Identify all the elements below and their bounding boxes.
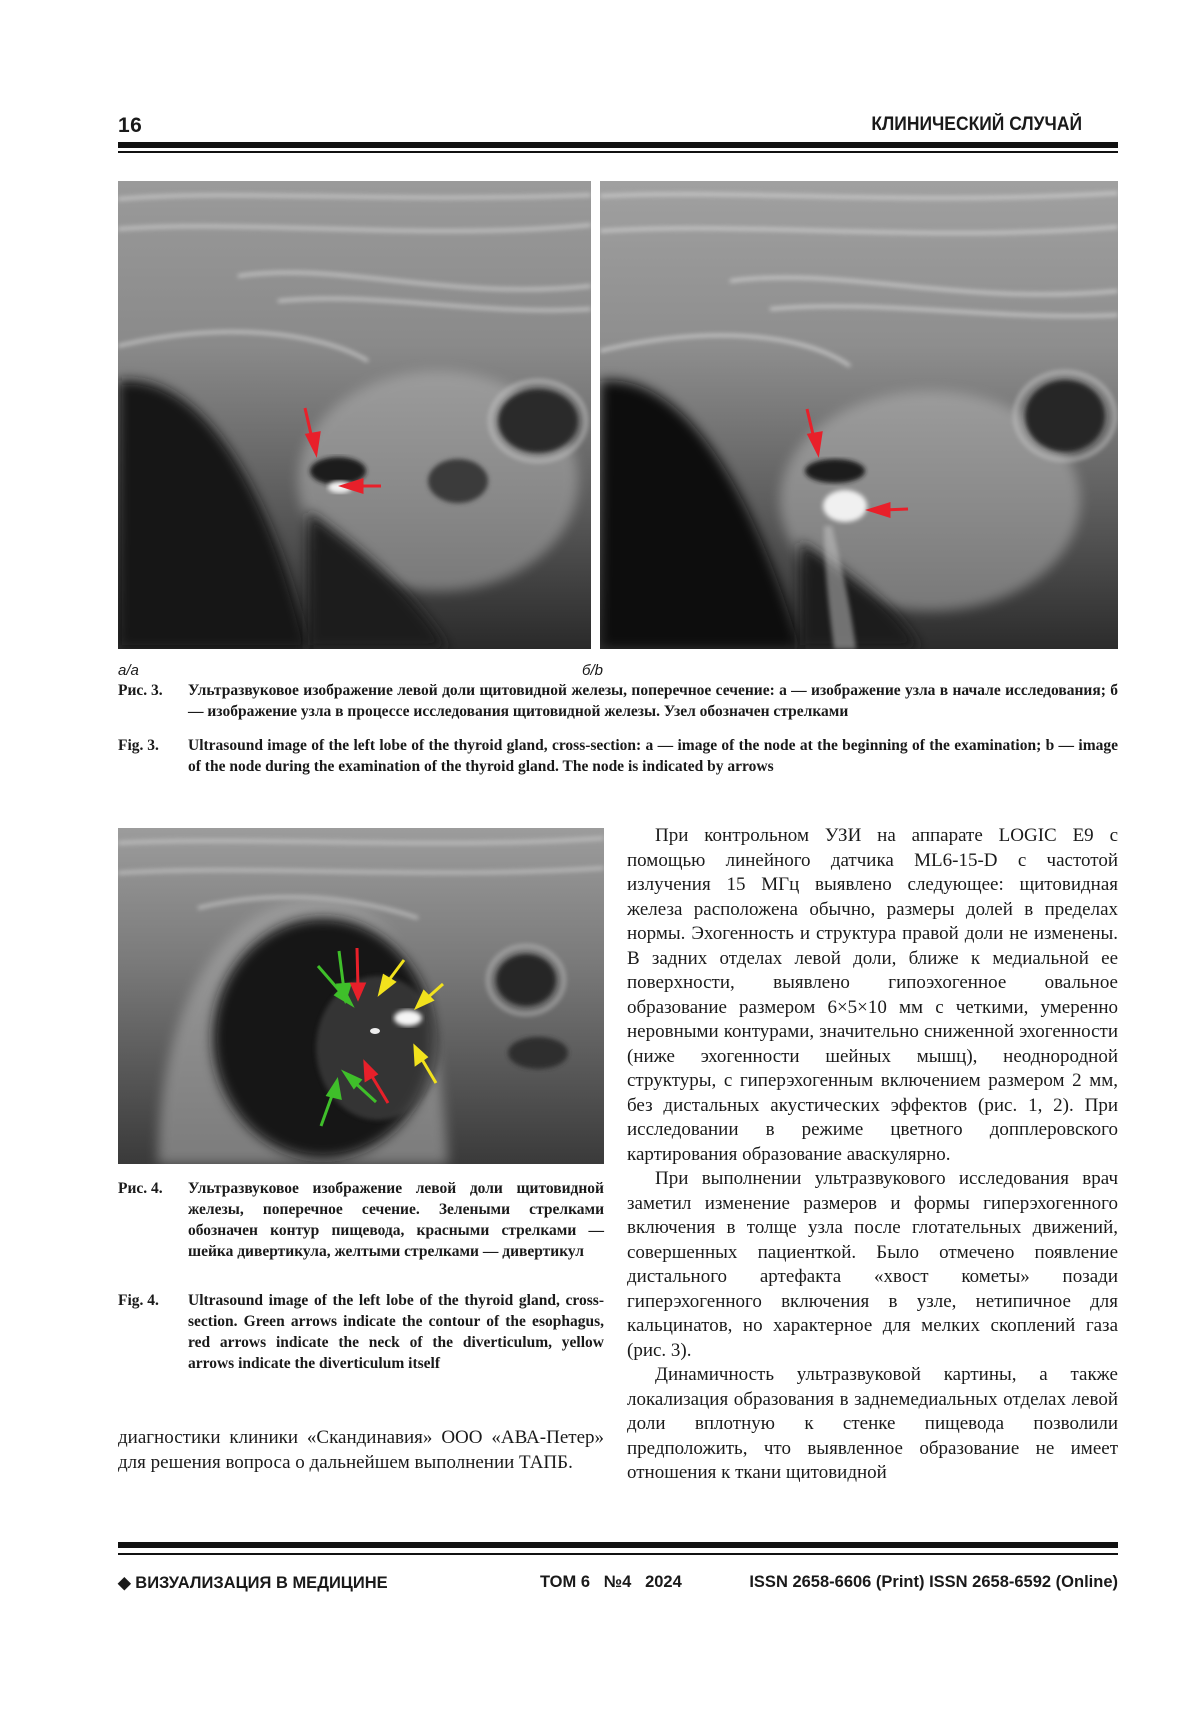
body-paragraph-2: При выполнении ультразвукового исследования врач заметил изменение размеров и формы гиперэхогенного включения в толще узла после глотательных движений, совершенных пациенткой. Было отмечено появление дистального артефакта «хвост кометы» позади гиперэхогенного включения в узле, нетипичное для кальцинатов, но характерное для мелких скоплений газа (рис. 3).	[627, 1168, 1118, 1361]
body-paragraph-3: Динамичность ультразвуковой картины, а также локализация образования в заднемедиальных отделах левой доли вплотную к стенке пищевода позволили предположить, что выявленное образование не имеет отношения к ткани щитовидной	[627, 1364, 1118, 1483]
fig3-caption-ru-text: Ультразвуковое изображение левой доли щитовидной железы, поперечное сечение: а — изображение узла в начале исследования; б — изображение узла в процессе исследования щитовидной железы. Узел обозначен стрелками	[188, 682, 1118, 720]
body-paragraph-1: При контрольном УЗИ на аппарате LOGIC E9 с помощью линейного датчика ML6-15-D с частотой излучения 15 МГц выявлено следующее: щитовидная железа расположена обычно, размеры долей в пределах нормы. Эхогенность и структура правой доли не изменены. В задних отделах левой доли, ближе к медиальной ее поверхности, выявлено гипоэхогенное овальное образование размером 6×5×10 мм с четкими, умеренно неровными контурами, значительно сниженной эхогенности (ниже эхогенности шейных мышц), неоднородной структуры, с гиперэхогенным включением размером 2 мм, без дистальных акустических эффектов (рис. 1, 2). При исследовании в режиме цветного допплеровского картирования образование аваскулярно.	[627, 825, 1118, 1165]
fig3-caption-ru-label: Рис. 3.	[118, 682, 163, 699]
left-column-text	[118, 1426, 604, 1475]
panel-label-a: а/a	[118, 662, 139, 679]
header-rule-thick	[118, 142, 1118, 148]
fig4-caption-en-text: Ultrasound image of the left lobe of the thyroid gland, cross-section. Green arrows indicate the contour of the esophagus, red arrows indicate the neck of the diverticulum, yellow arrows indicate the diverticulum itself	[188, 1292, 604, 1372]
ultrasound-image-fig3a	[118, 181, 591, 649]
ultrasound-image-fig4	[118, 828, 604, 1164]
fig3-caption-en-label: Fig. 3.	[118, 737, 159, 754]
right-column-text	[627, 824, 1118, 1486]
issue-info: ТОМ 6 №4 2024	[540, 1573, 682, 1591]
fig3-caption-en	[118, 735, 1118, 779]
fig4-caption-ru	[118, 1178, 604, 1283]
issn-info: ISSN 2658-6606 (Print) ISSN 2658-6592 (Online)	[749, 1573, 1118, 1591]
fig4-caption-ru-label: Рис. 4.	[118, 1180, 163, 1197]
fig3-caption-en-text: Ultrasound image of the left lobe of the thyroid gland, cross-section: a — image of the node at the beginning of the examination; b — image of the node during the examination of the thyroid gland. The node is indicated by arrows	[188, 737, 1118, 775]
fig4-caption-en	[118, 1290, 604, 1395]
fig4-caption-ru-text: Ультразвуковое изображение левой доли щитовидной железы, поперечное сечение. Зелеными стрелками обозначен контур пищевода, красными стрелками — шейка дивертикула, желтыми стрелками — дивертикул	[188, 1180, 604, 1260]
panel-label-b: б/b	[582, 662, 603, 679]
footer-rule-thick	[118, 1542, 1118, 1548]
footer-rule-thin	[118, 1553, 1118, 1555]
fig3-caption-ru	[118, 680, 1118, 724]
ultrasound-image-fig3b	[600, 181, 1118, 649]
fig4-caption-en-label: Fig. 4.	[118, 1292, 159, 1309]
page-number: 16	[118, 114, 143, 137]
header-rule-thin	[118, 151, 1118, 153]
left-paragraph: диагностики клиники «Скандинавия» ООО «АВА-Петер» для решения вопроса о дальнейшем выполнении ТАПБ.	[118, 1427, 604, 1473]
section-title: КЛИНИЧЕСКИЙ СЛУЧАЙ	[871, 114, 1082, 135]
journal-name: ◆ ВИЗУАЛИЗАЦИЯ В МЕДИЦИНЕ	[118, 1574, 388, 1592]
